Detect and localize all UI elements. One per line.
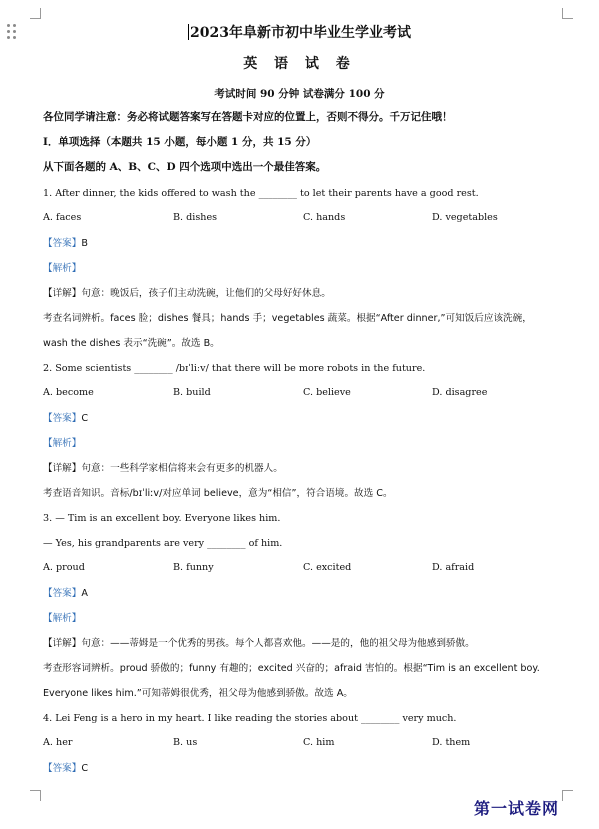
exam-info: 考试时间 90 分钟 试卷满分 100 分 (214, 88, 385, 100)
option: C. excited (303, 562, 352, 573)
option: D. disagree (432, 387, 488, 398)
explanation-text: Everyone likes him.”可知蒂姆很优秀，祖父母为他感到骄傲。故选 A。 (43, 688, 353, 699)
section-instruction: 从下面各题的 A、B、C、D 四个选项中选出一个最佳答案。 (43, 161, 327, 173)
option: B. dishes (173, 212, 218, 223)
question-stem: — Yes, his grandparents are very ________ of him. (43, 538, 283, 549)
explanation-text: 考查名词辨析。faces 脸；dishes 餐具；hands 手；vegetables 蔬菜。根据“After dinner,”可知饭后应该洗碗， (43, 313, 532, 324)
page-corner-mark (30, 8, 41, 19)
question-stem: 3. — Tim is an excellent boy. Everyone likes him. (43, 513, 281, 524)
answer-line: 【答案】A (43, 588, 88, 599)
answer-value: B (81, 238, 88, 249)
explanation-text: 考查语音知识。音标/bɪˈliːv/对应单词 believe，意为“相信”，符合语境。故选 C。 (43, 488, 393, 499)
question-stem: 4. Lei Feng is a hero in my heart. I like reading the stories about ________ very much. (43, 713, 457, 724)
explanation-text: 考查形容词辨析。proud 骄傲的；funny 有趣的；excited 兴奋的；afraid 害怕的。根据“Tim is an excellent boy. (43, 663, 540, 674)
answer-line: 【答案】B (43, 238, 88, 249)
paper-subtitle: 英 语 试 卷 (243, 56, 356, 72)
question-stem: 1. After dinner, the kids offered to wash the ________ to let their parents have a good rest. (43, 188, 479, 199)
option: B. us (173, 737, 198, 748)
answer-line: 【答案】C (43, 763, 89, 774)
option: B. funny (173, 562, 214, 573)
answer-line: 【答案】C (43, 413, 89, 424)
section-heading: Ⅰ．单项选择（本题共 15 小题，每小题 1 分，共 15 分） (43, 136, 317, 148)
notice: 各位同学请注意：务必将试题答案写在答题卡对应的位置上，否则不得分。千万记住哦！ (43, 111, 453, 123)
text-cursor (188, 24, 189, 40)
site-logo: 第一试卷网 (474, 799, 560, 818)
option: A. proud (43, 562, 85, 573)
option: C. hands (303, 212, 346, 223)
option: C. believe (303, 387, 351, 398)
page-corner-mark (562, 8, 573, 19)
detail-text: 【详解】句意：晚饭后，孩子们主动洗碗，让他们的父母好好休息。 (43, 288, 331, 299)
question-stem: 2. Some scientists ________ /bɪˈliːv/ that there will be more robots in the future. (43, 363, 426, 374)
page-corner-mark (30, 790, 41, 801)
option: A. faces (43, 212, 82, 223)
option: B. build (173, 387, 211, 398)
analysis-label: 【解析】 (43, 438, 82, 449)
answer-value: C (81, 413, 89, 424)
option: A. her (43, 737, 73, 748)
option: A. become (43, 387, 94, 398)
analysis-label: 【解析】 (43, 263, 82, 274)
page-corner-mark (562, 790, 573, 801)
detail-text: 【详解】句意：——蒂姆是一个优秀的男孩。每个人都喜欢他。——是的，他的祖父母为他感到骄傲。 (43, 638, 475, 649)
option: D. afraid (432, 562, 475, 573)
page-title: 2023年阜新市初中毕业生学业考试 (190, 25, 411, 41)
explanation-text: wash the dishes 表示“洗碗”。故选 B。 (43, 338, 220, 349)
option: D. them (432, 737, 471, 748)
answer-value: A (81, 588, 88, 599)
answer-value: C (81, 763, 89, 774)
option: C. him (303, 737, 335, 748)
detail-text: 【详解】句意：一些科学家相信将来会有更多的机器人。 (43, 463, 283, 474)
option: D. vegetables (432, 212, 498, 223)
analysis-label: 【解析】 (43, 613, 82, 624)
